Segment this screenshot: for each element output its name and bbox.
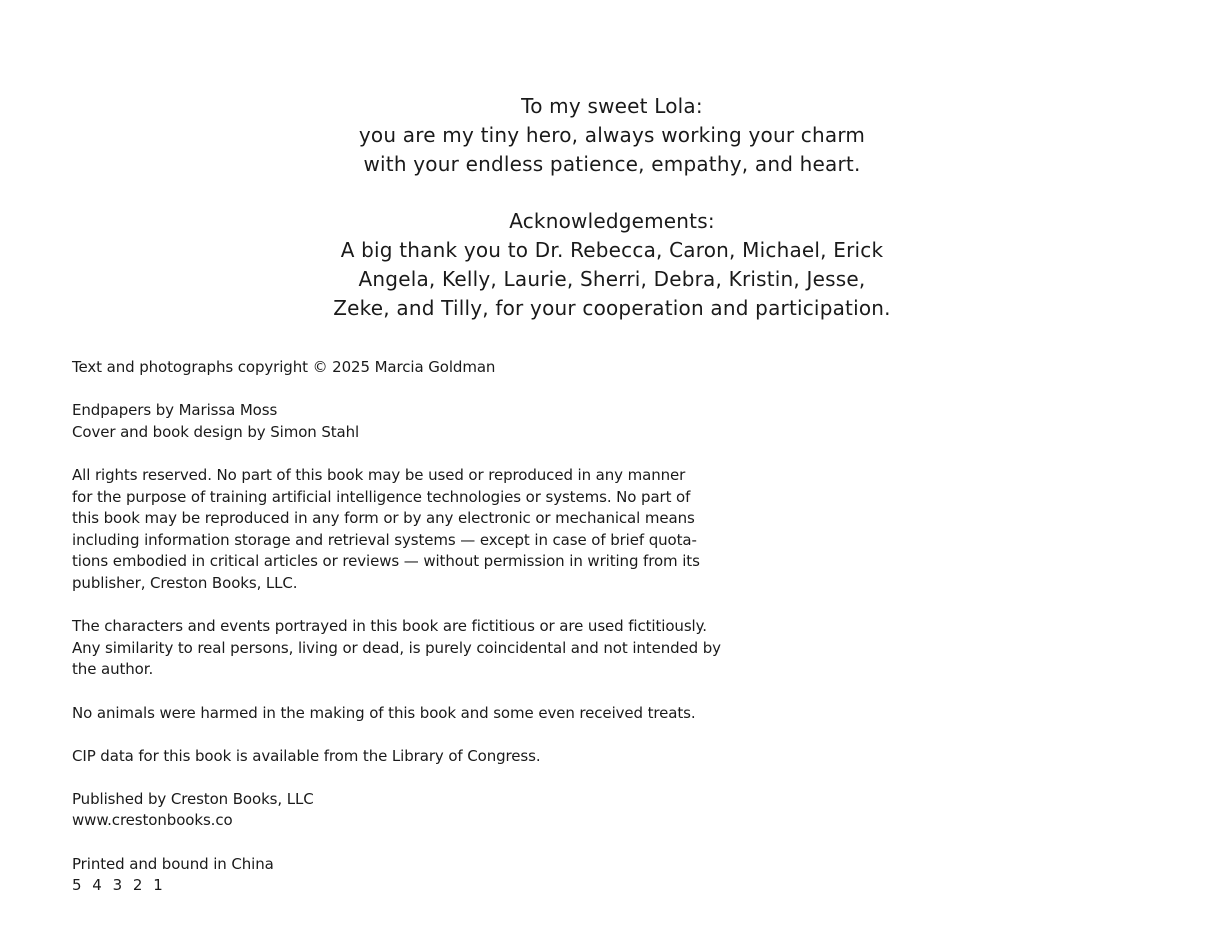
animals-notice: No animals were harmed in the making of this book and some even received treats. [72, 703, 696, 722]
copyright-notice: Text and photographs copyright © 2025 Marcia Goldman [72, 358, 496, 376]
cip-notice: CIP data for this book is available from the Library of Congress. [72, 746, 541, 765]
acknowledgements-heading: Acknowledgements: [509, 209, 715, 233]
copyright-block [72, 357, 792, 897]
acknowledgements-line: Angela, Kelly, Laurie, Sherri, Debra, Kristin, Jesse, [358, 267, 866, 291]
fiction-line: the author. [72, 660, 154, 679]
dedication-block [0, 92, 1224, 323]
rights-line: including information storage and retrieval systems — except in case of brief quota- [72, 530, 697, 549]
rights-line: tions embodied in critical articles or reviews — without permission in writing from its [72, 552, 700, 571]
credits-para [72, 400, 792, 443]
rights-para [72, 465, 792, 595]
fiction-notice-para [72, 616, 792, 681]
rights-line: All rights reserved. No part of this book may be used or reproduced in any manner [72, 465, 686, 484]
publisher-url: www.crestonbooks.co [72, 811, 233, 830]
credit-line: Cover and book design by Simon Stahl [72, 422, 360, 441]
printing-line: 5 4 3 2 1 [72, 876, 166, 895]
cip-para [72, 746, 792, 768]
fiction-line: Any similarity to real persons, living or dead, is purely coincidental and not intended by [72, 638, 721, 657]
copyright-notice-para [72, 357, 792, 379]
rights-line: publisher, Creston Books, LLC. [72, 573, 298, 592]
animals-notice-para [72, 703, 792, 725]
rights-line: for the purpose of training artificial intelligence technologies or systems. No part of [72, 487, 691, 506]
dedication-line: To my sweet Lola: [521, 94, 703, 118]
publisher-para [72, 789, 792, 832]
credit-line: Endpapers by Marissa Moss [72, 401, 278, 420]
dedication-line: you are my tiny hero, always working your charm [358, 123, 866, 147]
rights-line: this book may be reproduced in any form or by any electronic or mechanical means [72, 509, 695, 528]
publisher-name: Published by Creston Books, LLC [72, 789, 314, 808]
acknowledgements-line: Zeke, and Tilly, for your cooperation and participation. [333, 296, 891, 320]
printed-notice: Printed and bound in China [72, 854, 274, 873]
dedication-line: with your endless patience, empathy, and heart. [363, 152, 861, 176]
spacer [0, 179, 1224, 207]
printed-para [72, 854, 792, 897]
acknowledgements-line: A big thank you to Dr. Rebecca, Caron, Michael, Erick [340, 238, 884, 262]
fiction-line: The characters and events portrayed in this book are fictitious or are used fictitiously. [72, 617, 707, 636]
